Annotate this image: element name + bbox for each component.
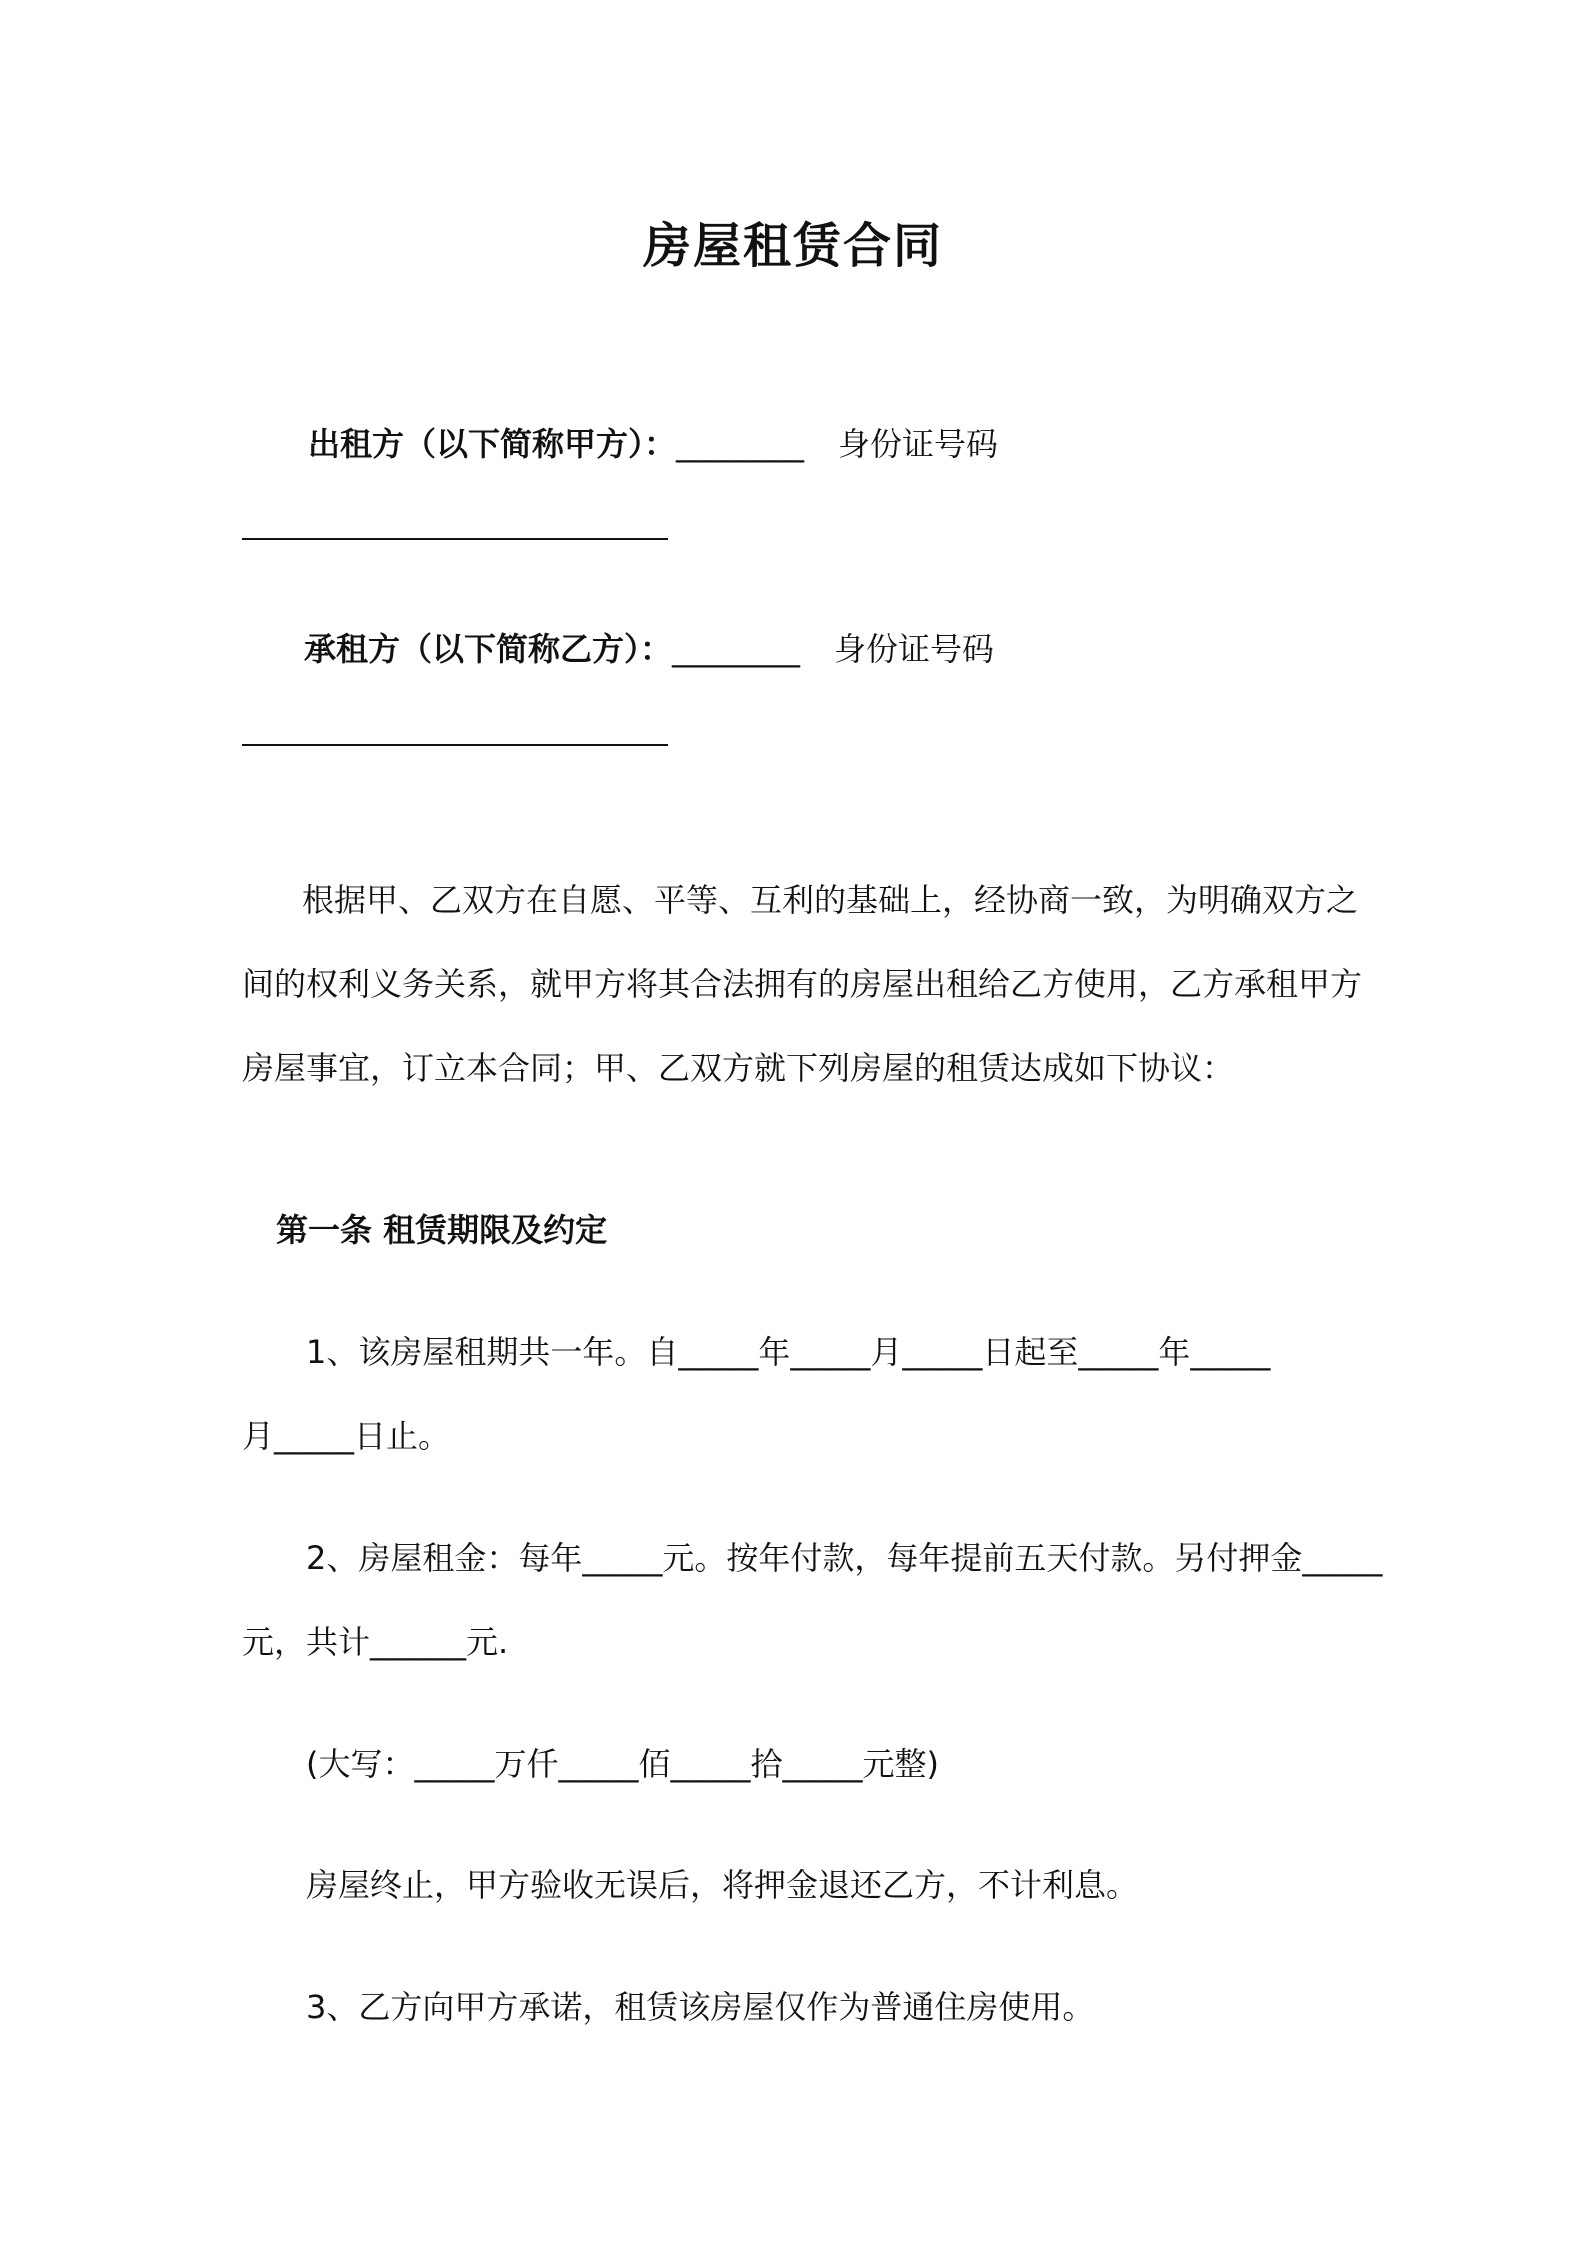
lessee-id-underline	[242, 744, 668, 746]
item-1-line-2: 月_____日止。	[242, 1417, 451, 1455]
preamble-line-3: 房屋事宜，订立本合同；甲、乙双方就下列房屋的租赁达成如下协议：	[242, 1049, 1235, 1087]
lessor-name-blank: ________	[676, 425, 805, 463]
item-3: 3、乙方向甲方承诺，租赁该房屋仅作为普通住房使用。	[306, 1988, 1095, 2026]
lessee-name-blank: ________	[672, 630, 801, 668]
item-2-line-1: 2、房屋租金：每年_____元。按年付款，每年提前五天付款。另付押金_____	[306, 1539, 1383, 1577]
preamble-line-2: 间的权利义务关系，就甲方将其合法拥有的房屋出租给乙方使用，乙方承租甲方	[242, 965, 1363, 1003]
lessee-label: 承租方（以下简称乙方）：	[304, 630, 673, 668]
lessor-label: 出租方（以下简称甲方）：	[308, 425, 677, 463]
deposit-return-clause: 房屋终止，甲方验收无误后，将押金退还乙方，不计利息。	[306, 1866, 1139, 1904]
lessor-id-label: 身份证号码	[838, 425, 999, 463]
lessee-id-label: 身份证号码	[834, 630, 995, 668]
item-2-line-2: 元，共计______元.	[242, 1623, 509, 1661]
lessee-line	[304, 627, 800, 671]
item-1-line-1: 1、该房屋租期共一年。自_____年_____月_____日起至_____年_____	[306, 1333, 1271, 1371]
lessor-line	[308, 422, 804, 466]
lessor-id-underline	[242, 538, 668, 540]
preamble-line-1: 根据甲、乙双方在自愿、平等、互利的基础上，经协商一致，为明确双方之	[302, 881, 1359, 919]
amount-in-words: (大写：_____万仟_____佰_____拾_____元整)	[306, 1745, 939, 1783]
document-title: 房屋租赁合同	[642, 218, 943, 274]
article-1-heading: 第一条 租赁期限及约定	[276, 1211, 608, 1249]
